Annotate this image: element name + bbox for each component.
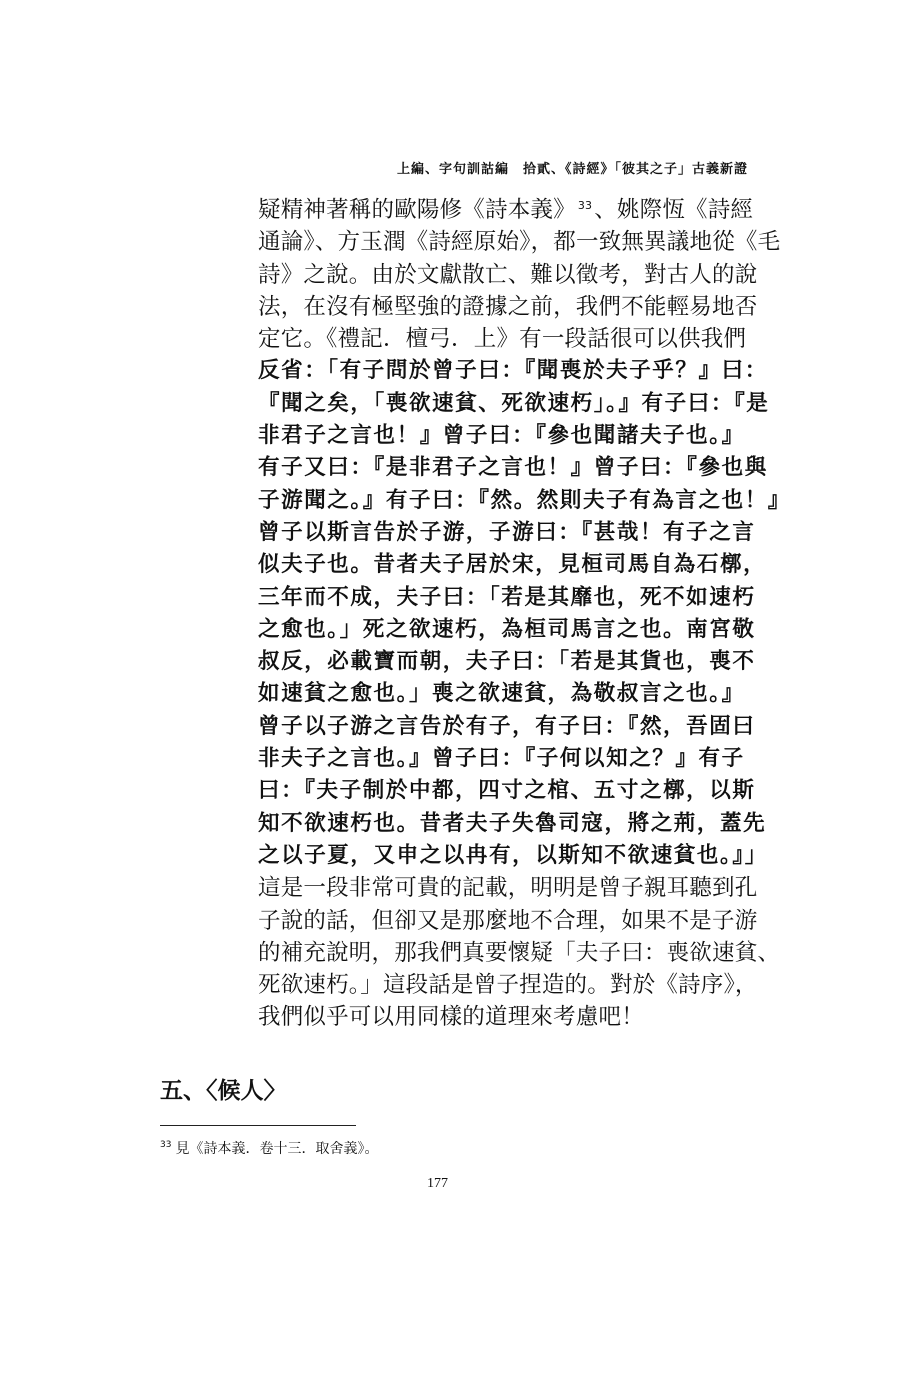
quote-line: 三年而不成，夫子曰：「若是其靡也，死不如速朽 — [258, 584, 756, 610]
footnote-text: 見《詩本義．卷十三．取舍義》。 — [175, 1141, 379, 1157]
quote-line: 子游聞之。』有子曰：『然。然則夫子有為言之也！』 — [258, 487, 791, 513]
page-number: 177 — [427, 1176, 448, 1191]
quote-line: 非夫子之言也。』曾子曰：『子何以知之？』有子 — [258, 746, 745, 772]
quote-line: 之以子夏，又申之以冉有，以斯知不欲速貧也。』」 — [258, 842, 768, 868]
section-heading: 五、〈候人〉 — [160, 1078, 287, 1104]
quote-line: 之愈也。」死之欲速朽，為桓司馬言之也。南宮敬 — [258, 616, 756, 642]
quote-line: 非君子之言也！』曾子曰：『參也聞諸夫子也。』 — [258, 423, 745, 449]
text-line — [258, 194, 758, 226]
quote-line: 反省：「有子問於曾子曰：『聞喪於夫子乎？』曰： — [258, 358, 768, 384]
quote-line: 知不欲速朽也。昔者夫子失魯司寇，將之荊，蓋先 — [258, 810, 767, 836]
footnote-divider — [160, 1125, 356, 1126]
text-line: 詩》之說。由於文獻散亡、難以徵考，對古人的說 — [258, 261, 758, 288]
text-line: 死欲速朽。」這段話是曾子捏造的。對於《詩序》， — [258, 972, 758, 999]
text-line: 定它。《禮記．檀弓．上》有一段話很可以供我們 — [258, 326, 747, 353]
text-line-start: 疑精神著稱的歐陽修《詩本義》 — [258, 197, 576, 223]
quote-line: 曰：『夫子制於中都，四寸之棺、五寸之槨，以斯 — [258, 778, 756, 804]
footnote-number: 33 — [160, 1140, 172, 1151]
quote-line: 有子又曰：『是非君子之言也！』曾子曰：『參也與 — [258, 455, 768, 481]
text-line: 法，在沒有極堅強的證據之前，我們不能輕易地否 — [258, 293, 758, 320]
text-line-end: 、姚際恆《詩經 — [594, 197, 754, 223]
quote-line: 曾子以斯言告於子游，子游曰：『甚哉！有子之言 — [258, 519, 756, 545]
footnote — [160, 1138, 378, 1158]
quote-line: 似夫子也。昔者夫子居於宋，見桓司馬自為石槨， — [258, 552, 767, 578]
text-line: 通論》、方玉潤《詩經原始》，都一致無異議地從《毛 — [258, 229, 781, 256]
text-line: 我們似乎可以用同樣的道理來考慮吧！ — [258, 1004, 644, 1031]
text-line: 的補充說明，那我們真要懷疑「夫子曰：喪欲速貧、 — [258, 939, 781, 966]
running-head: 上編、字句訓詁編 拾貳、《詩經》「彼其之子」古義新證 — [396, 162, 748, 177]
quote-line: 叔反，必載寶而朝，夫子曰：「若是其貨也，喪不 — [258, 649, 756, 675]
text-line: 子說的話，但卻又是那麼地不合理，如果不是子游 — [258, 907, 758, 934]
text-line: 這是一段非常可貴的記載，明明是曾子親耳聽到孔 — [258, 875, 758, 902]
body-text — [258, 194, 791, 1034]
footnote-reference[interactable]: 33 — [577, 198, 593, 212]
quote-line: 『聞之矣，「喪欲速貧、死欲速朽」。』有子曰：『是 — [258, 390, 770, 416]
quote-line: 如速貧之愈也。」喪之欲速貧，為敬叔言之也。』 — [258, 681, 745, 707]
quote-line: 曾子以子游之言告於有子，有子曰：『然，吾固曰 — [258, 713, 756, 739]
